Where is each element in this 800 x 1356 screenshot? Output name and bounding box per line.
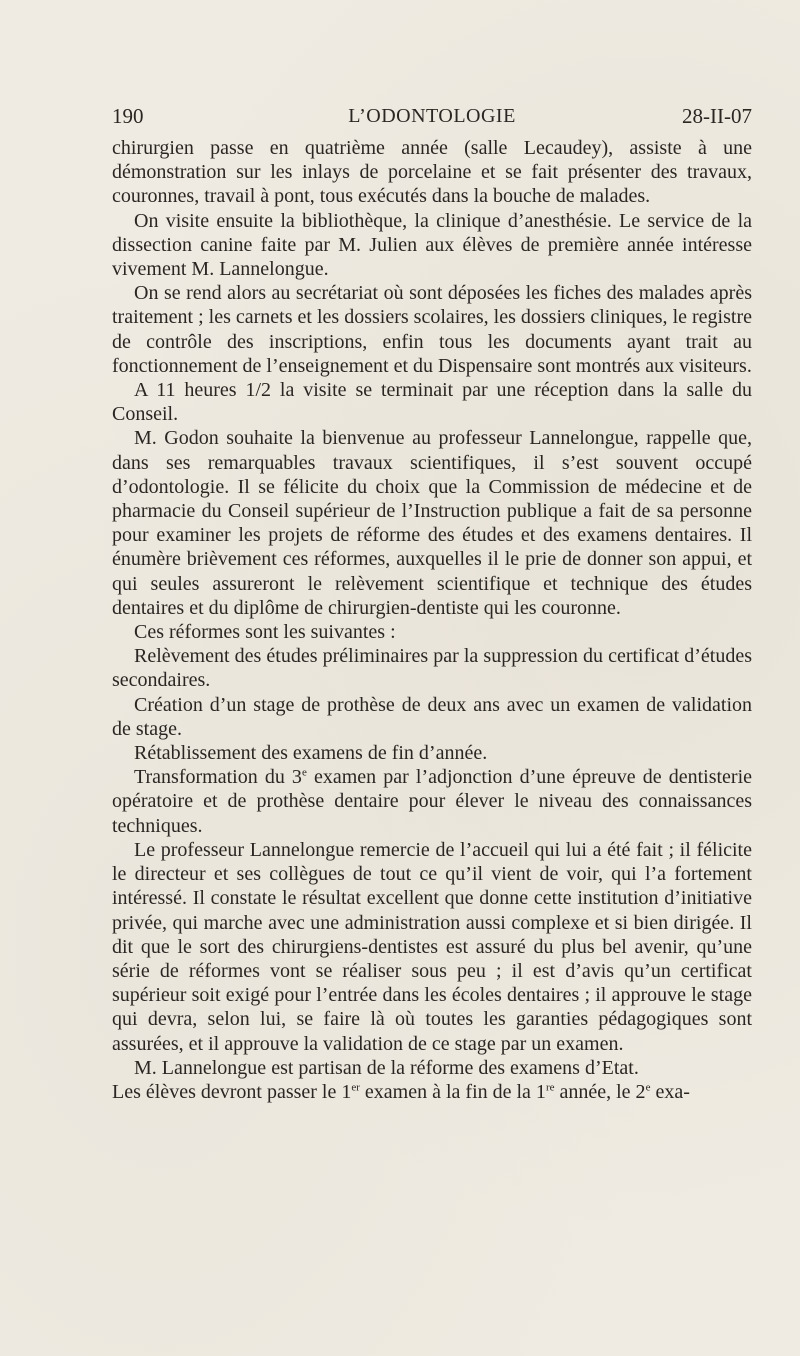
paragraph: On se rend alors au secrétariat où sont déposées les fiches des malades après traitement ; les carnets et les dossiers scolaires, les dossiers cliniques, le registre de contrôle des inscriptions, enfin tous les documents ayant trait au fonctionnement de l’enseignement et du Dispensaire sont montrés aux visiteurs.: [112, 282, 752, 377]
paragraph: M. Godon souhaite la bienvenue au professeur Lannelongue, rappelle que, dans ses remarquables travaux scientifiques, il s’est souvent occupé d’odontologie. Il se félicite du choix que la Commission de médecine et de pharmacie du Conseil supérieur de l’Instruction publique a fait de sa personne pour examiner les projets de réforme des études et des examens dentaires. Il énumère brièvement ces réformes, auxquelles il le prie de donner son appui, et qui seules assureront le relèvement scientifique et technique des études dentaires et du diplôme de chirurgien-dentiste qui les couronne.: [112, 427, 752, 619]
text-run: Transformation du 3: [134, 766, 302, 789]
paragraph-transformation: [112, 765, 752, 838]
page-header: [112, 101, 752, 131]
body-text: [112, 136, 752, 1104]
paragraph: Le professeur Lannelongue remercie de l’accueil qui lui a été fait ; il félicite le directeur et ses collègues de tout ce qu’il vient de voir, qui l’a fortement intéressé. Il constate le résultat excellent que donne cette institution d’initiative privée, qui marche avec une administration aussi complexe et si bien dirigée. Il dit que le sort des chirurgiens-dentistes est assuré du plus bel avenir, qu’une série de réformes vont se réaliser sous peu ; il est d’avis qu’un certificat supérieur soit exigé pour l’entrée dans les écoles dentaires ; il approuve le stage qui devra, selon lui, se faire là où toutes les garanties pédagogiques sont assurées, et il approuve la validation de ce stage par un examen.: [112, 838, 752, 1055]
text-run: année, le 2: [554, 1080, 646, 1103]
running-title: L’ODONTOLOGIE: [348, 105, 516, 127]
paragraph-continued: chirurgien passe en quatrième année (salle Lecaudey), assiste à une démonstration sur les inlays de porcelaine et se fait présenter des travaux, couronnes, travail à pont, tous exécutés dans la bouche de malades.: [112, 137, 752, 208]
paragraph: On visite ensuite la bibliothèque, la clinique d’anesthésie. Le service de la dissection canine faite par M. Julien aux élèves de première année intéresse vivement M. Lannelongue.: [112, 209, 752, 281]
text-run: examen à la fin de la 1: [359, 1080, 546, 1103]
text-run: exa-: [650, 1080, 690, 1103]
issue-date: 28-II-07: [682, 104, 752, 128]
paragraph: Ces réformes sont les suivantes :: [134, 621, 396, 644]
page-number: 190: [112, 104, 144, 128]
paragraph: A 11 heures 1/2 la visite se terminait par une réception dans la salle du Conseil.: [112, 379, 752, 426]
superscript: re: [545, 1081, 555, 1094]
paragraph: M. Lannelongue est partisan de la réforme des examens d’Etat.: [134, 1056, 639, 1079]
superscript: e: [645, 1081, 651, 1094]
paragraph: Rétablissement des examens de fin d’année.: [134, 742, 488, 765]
paragraph: Relèvement des études préliminaires par la suppression du certificat d’études secondaires.: [112, 645, 752, 692]
superscript: er: [351, 1081, 360, 1094]
text-run: examen par l’adjonction d’une épreuve de dentisterie opératoire et de prothèse dentaire pour élever le niveau des connaissances techniques.: [112, 766, 753, 837]
paragraph-last-line: [112, 1080, 752, 1104]
paragraph: Création d’un stage de prothèse de deux ans avec un examen de validation de stage.: [112, 693, 752, 740]
superscript: e: [301, 766, 307, 779]
text-run: Les élèves devront passer le 1: [112, 1080, 352, 1103]
